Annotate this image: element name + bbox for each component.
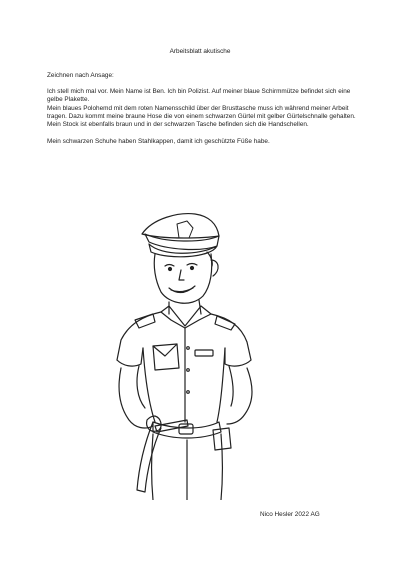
police-officer-icon [95,208,305,500]
paragraph-shirt: Mein blaues Polohemd mit dem roten Namensschild über der Brusttasche muss ich während meiner Arbeit tragen. Dazu kommt meine braune Hose die von einem schwarzen Gürtel mit gelber Gürtelschnalle gehalten. [47,104,356,120]
paragraph-intro: Ich stell mich mal vor. Mein Name ist Ben. Ich bin Polizist. Auf meiner blaue Schirmmütze befindet sich eine gelbe Plakette. [47,88,351,104]
worksheet-title: Arbeitsblatt akutische [169,48,231,55]
paragraph-baton: Mein Stock ist ebenfalls braun und in der schwarzen Tasche befinden sich die Handschellen. [47,121,309,129]
police-officer-figure [95,208,305,500]
worksheet-instruction: Zeichnen nach Ansage: [47,72,114,79]
signature: Nico Hesler 2022 AG [260,511,320,518]
paragraph-shoes: Mein schwarzen Schuhe haben Stahlkappen, damit ich geschützte Füße habe. [47,137,270,145]
worksheet-body [47,88,357,146]
